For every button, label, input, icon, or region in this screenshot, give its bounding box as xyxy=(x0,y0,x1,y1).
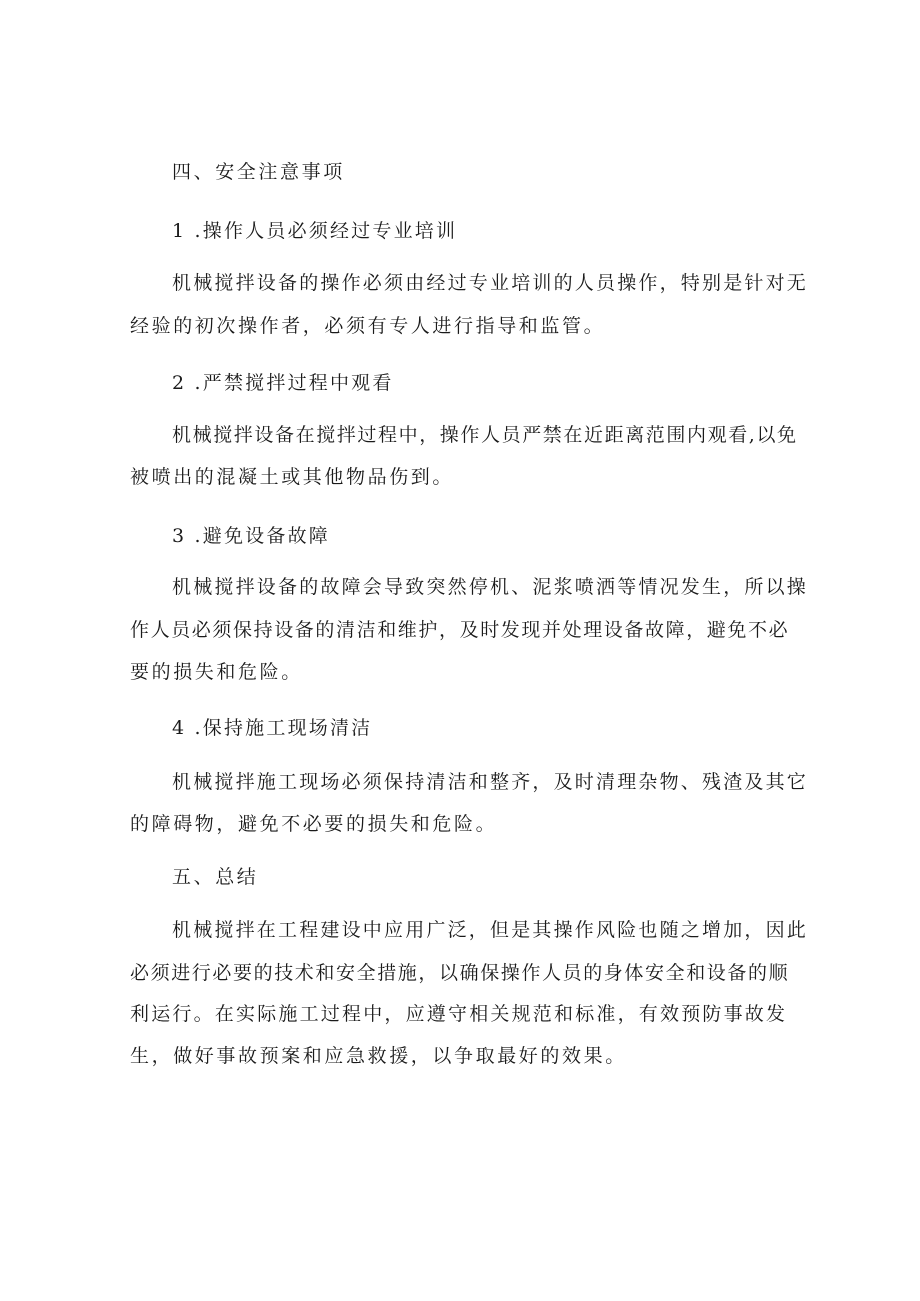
item-4-paragraph-line: 的障碍物，避免不必要的损失和危险。 xyxy=(130,813,498,835)
item-3-paragraph-line: 机械搅拌设备的故障会导致突然停机、泥浆喷洒等情况发生，所以操 xyxy=(172,576,809,598)
item-3-paragraph-line: 作人员必须保持设备的清洁和维护，及时发现并处理设备故障，避免不必 xyxy=(130,619,790,641)
item-3-paragraph-line: 要的损失和危险。 xyxy=(130,661,303,683)
item-1-paragraph-line: 机械搅拌设备的操作必须由经过专业培训的人员操作，特别是针对无 xyxy=(172,272,809,294)
item-2-paragraph-line: 被喷出的混凝土或其他物品伤到。 xyxy=(130,466,455,488)
item-2-heading: 2 .严禁搅拌过程中观看 xyxy=(172,372,394,394)
summary-paragraph-line: 机械搅拌在工程建设中应用广泛，但是其操作风险也随之增加，因此 xyxy=(172,919,809,941)
item-4-paragraph-line: 机械搅拌施工现场必须保持清洁和整齐，及时清理杂物、残渣及其它 xyxy=(172,771,809,793)
summary-paragraph-line: 必须进行必要的技术和安全措施，以确保操作人员的身体安全和设备的顺 xyxy=(130,962,790,984)
section-5-title: 五、总结 xyxy=(172,866,259,888)
item-2-paragraph-line: 机械搅拌设备在搅拌过程中，操作人员严禁在近距离范围内观看,以免 xyxy=(172,424,798,446)
section-4-title: 四、安全注意事项 xyxy=(172,161,345,183)
item-1-paragraph-line: 经验的初次操作者，必须有专人进行指导和监管。 xyxy=(130,315,606,337)
item-3-heading: 3 .避免设备故障 xyxy=(172,525,330,547)
summary-paragraph-line: 生，做好事故预案和应急救援，以争取最好的效果。 xyxy=(130,1045,627,1067)
item-1-heading: 1 .操作人员必须经过专业培训 xyxy=(172,220,458,242)
summary-paragraph-line: 利运行。在实际施工过程中，应遵守相关规范和标准，有效预防事故发 xyxy=(130,1003,788,1025)
item-4-heading: 4 .保持施工现场清洁 xyxy=(172,717,373,739)
